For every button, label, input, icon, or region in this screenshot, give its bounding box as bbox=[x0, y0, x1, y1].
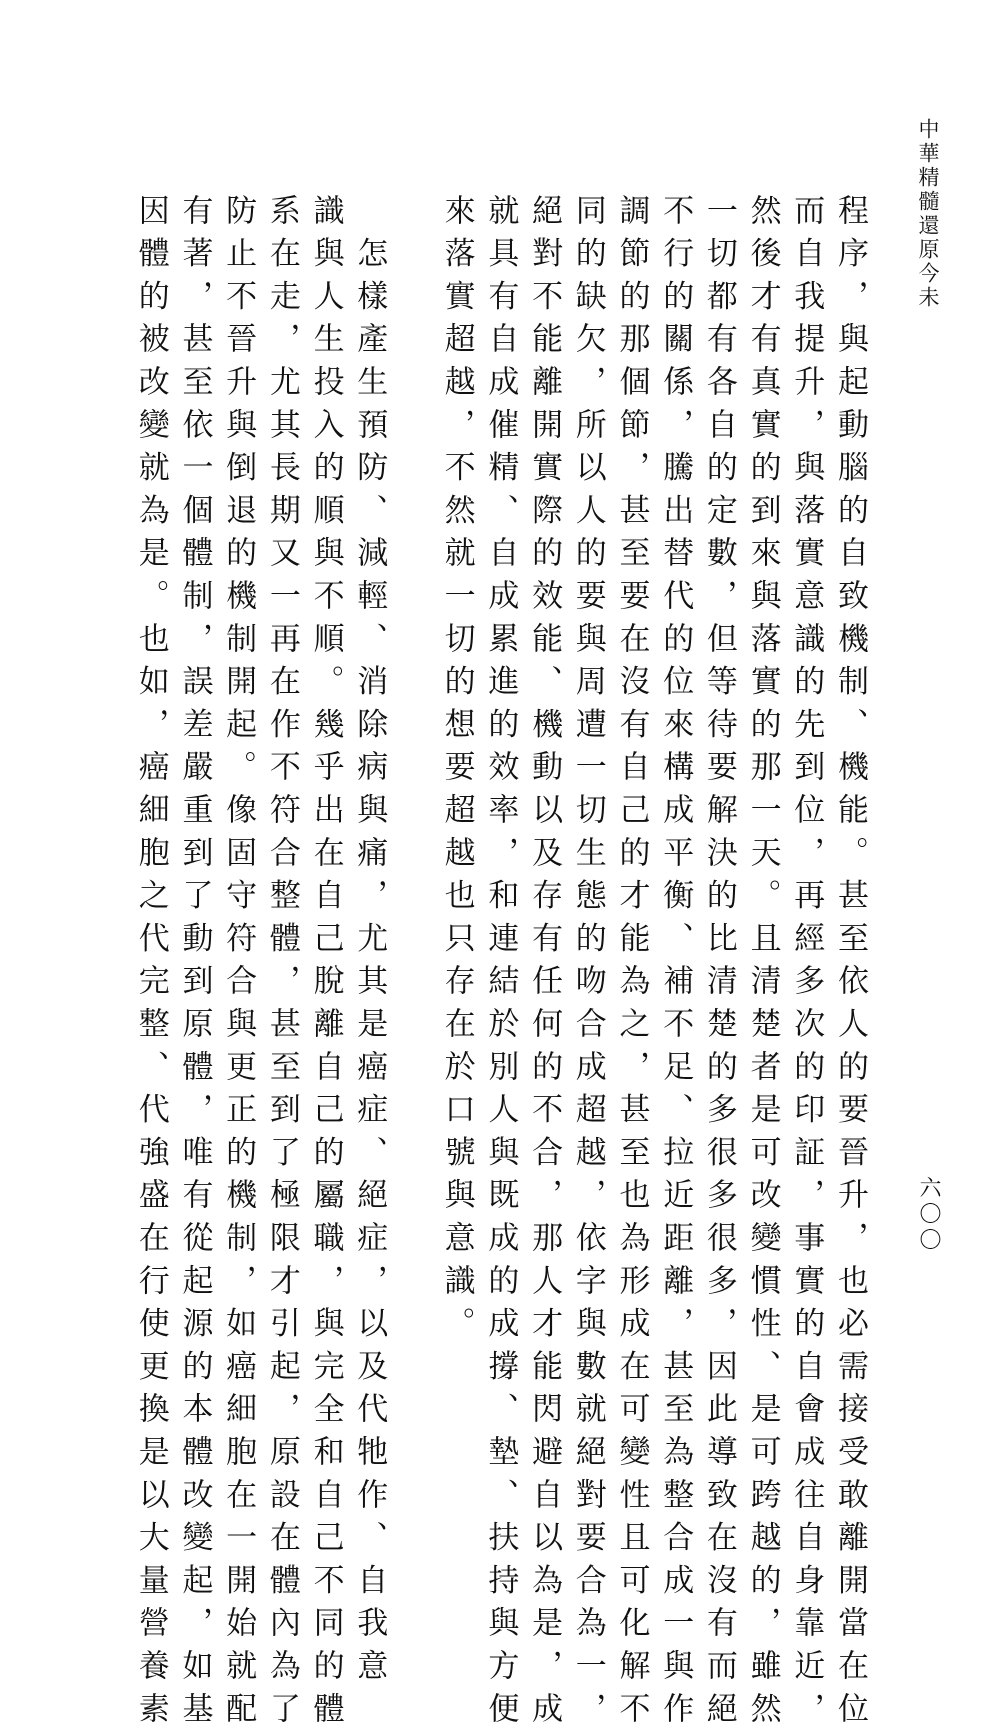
body-text bbox=[128, 194, 871, 1735]
text-column: 因體的被改變就為是。也如，癌細胞之代完整、代強盛在行使更換是以大量營養素 bbox=[132, 194, 169, 1735]
running-header: 中華精髓還原今未 bbox=[916, 118, 940, 310]
paragraph-gap bbox=[390, 194, 434, 1304]
text-column: 就具有自成催精、自成累進的效率，和連結於別人與既成的成撐、墊、扶持與方便 bbox=[482, 194, 519, 1735]
text-column: 調節的那個節，甚至要在沒有自己的才能為之，甚至也為形成在可變性且可化解不 bbox=[613, 194, 650, 1735]
page-number: 六〇〇 bbox=[916, 1176, 941, 1254]
text-column: 怎樣產生預防、減輕、消除病與痛，尤其是癌症、絕症，以及代牠作、自我意 bbox=[351, 194, 388, 1692]
text-column: 程序，與起動腦的自致機制、機能。甚至依人的要晉升，也必需接受敢離開當在位 bbox=[832, 194, 868, 1735]
text-column: 而自我提升，與落實意識的先到位，再經多次的印証，事實的自會成往自身靠近， bbox=[788, 194, 825, 1735]
text-column: 然後才有真實的到來與落實的那一天。且清楚者是可改變慣性、是可跨越的，雖然 bbox=[744, 194, 781, 1735]
text-column: 識與人生投入的順與不順。幾乎出在自己脫離自己的屬職，與完全和自己不同的體 bbox=[307, 194, 344, 1735]
text-column: 不行的關係，騰出替代的位來構成平衡、補不足、拉近距離，甚至為整合成一與作 bbox=[657, 194, 694, 1735]
text-column: 有著，甚至依一個體制，誤差嚴重到了動到原體，唯有從起源的本體改變起，如基 bbox=[176, 194, 213, 1735]
text-column: 同的缺欠，所以人的要與周遭一切生態的吻合成超越，依字與數就絕對要合為一， bbox=[569, 194, 606, 1735]
text-column: 一切都有各自的定數，但等待要解決的比清楚的多很多很多，因此導致在沒有而絕 bbox=[700, 194, 737, 1735]
text-column: 來落實超越，不然就一切的想要超越也只存在於口號與意識。 bbox=[438, 194, 475, 1350]
text-column: 絕對不能離開實際的效能、機動以及存有任何的不合，那人才能閃避自以為是，成 bbox=[526, 194, 563, 1735]
text-column: 防止不晉升與倒退的機制開起。像固守符合與更正的機制，如癌細胞在一開始就配 bbox=[220, 194, 257, 1735]
text-column: 系在走，尤其長期又一再在作不符合整體，甚至到了極限才引起，原設在體內為了 bbox=[263, 194, 300, 1735]
